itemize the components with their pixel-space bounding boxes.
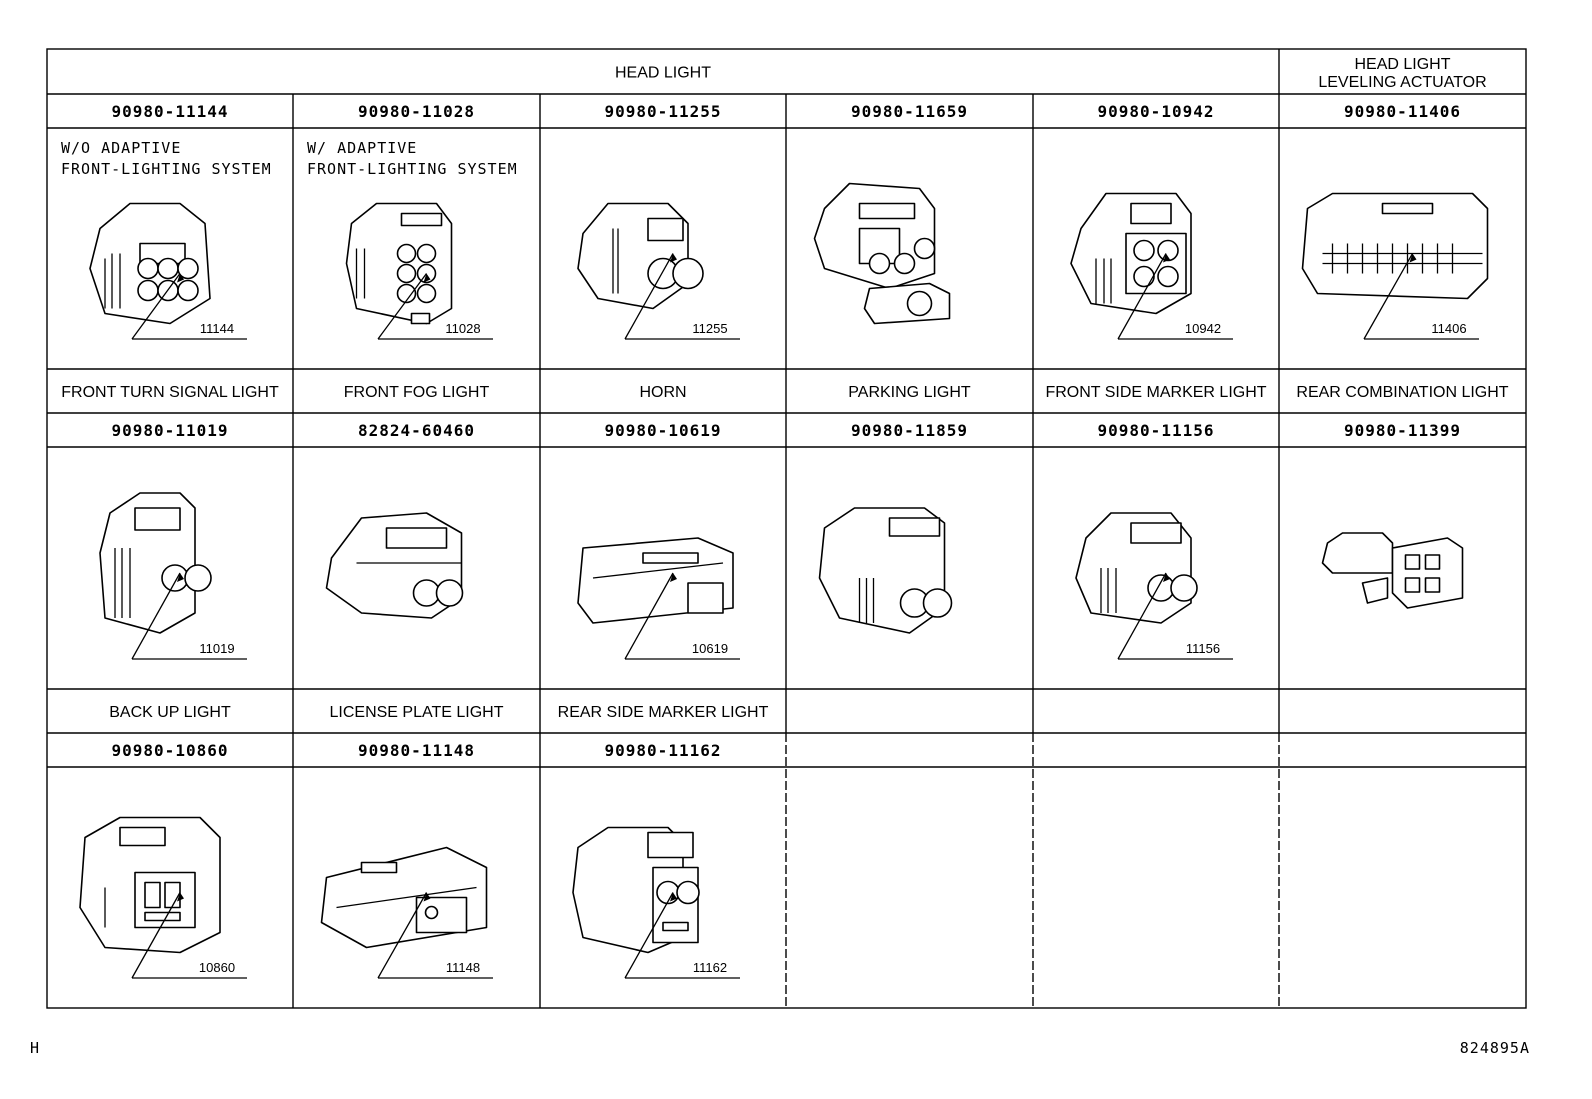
category-label: LICENSE PLATE LIGHT bbox=[329, 704, 504, 721]
application-note: W/ ADAPTIVE bbox=[307, 139, 418, 157]
application-note: FRONT-LIGHTING SYSTEM bbox=[307, 160, 518, 178]
category-label: FRONT TURN SIGNAL LIGHT bbox=[61, 384, 279, 401]
connector-2pin-parking-icon bbox=[820, 508, 952, 633]
connector-2pin-housing-icon bbox=[100, 493, 211, 633]
application-note: FRONT-LIGHTING SYSTEM bbox=[61, 160, 272, 178]
category-label: HEAD LIGHT bbox=[1354, 56, 1451, 73]
category-label: PARKING LIGHT bbox=[848, 384, 971, 401]
category-label: REAR SIDE MARKER LIGHT bbox=[557, 704, 769, 721]
category-label: FRONT SIDE MARKER LIGHT bbox=[1045, 384, 1267, 401]
part-number: 90980-11859 bbox=[851, 421, 968, 440]
callout-code: 11019 bbox=[199, 641, 235, 656]
category-label: HEAD LIGHT bbox=[614, 64, 712, 82]
callout-code: 11144 bbox=[199, 321, 235, 336]
connector-2pin-fog-icon bbox=[327, 513, 463, 618]
category-label: BACK UP LIGHT bbox=[109, 704, 231, 721]
table-grid bbox=[47, 49, 1526, 1008]
category-label: FRONT FOG LIGHT bbox=[343, 384, 490, 401]
callout-code: 11162 bbox=[692, 960, 728, 975]
part-number: 90980-10942 bbox=[1097, 102, 1215, 121]
connector-2pin-marker-icon bbox=[1076, 513, 1197, 623]
connector-2pin-backup-icon bbox=[80, 818, 220, 953]
part-number: 90980-11162 bbox=[604, 741, 722, 760]
part-number: 90980-11144 bbox=[111, 102, 229, 121]
part-number: 90980-11406 bbox=[1344, 102, 1461, 121]
callout-code: 10860 bbox=[198, 960, 236, 975]
connector-6pin-housing-icon bbox=[90, 204, 210, 324]
category-label: REAR COMBINATION LIGHT bbox=[1296, 384, 1509, 401]
callout-code: 11156 bbox=[1185, 641, 1221, 656]
connector-flat-horn-icon bbox=[578, 538, 733, 623]
part-number: 90980-11255 bbox=[604, 102, 722, 121]
category-label: HORN bbox=[639, 384, 687, 401]
part-number: 90980-11659 bbox=[851, 102, 968, 121]
connector-6pin-latched-icon bbox=[347, 204, 452, 324]
callout-code: 10942 bbox=[1184, 321, 1222, 336]
connector-2pin-round-icon bbox=[578, 204, 703, 309]
application-note: W/O ADAPTIVE bbox=[61, 139, 182, 157]
connector-multipin-block-icon bbox=[1303, 194, 1488, 299]
connector-4pin-square-icon bbox=[1071, 194, 1191, 314]
part-number: 82824-60460 bbox=[358, 421, 475, 440]
callout-code: 11255 bbox=[692, 321, 728, 336]
footer-code-left: H bbox=[30, 1039, 41, 1057]
drawing-id: 824895A bbox=[1459, 1039, 1530, 1057]
part-number: 90980-10619 bbox=[604, 421, 722, 440]
callout-code: 11406 bbox=[1431, 321, 1467, 336]
part-number: 90980-11156 bbox=[1097, 421, 1215, 440]
part-number: 90980-11399 bbox=[1344, 421, 1461, 440]
part-number: 90980-11019 bbox=[111, 421, 229, 440]
callout-code: 11028 bbox=[445, 321, 481, 336]
callout-code: 11148 bbox=[445, 960, 481, 975]
part-number: 90980-11028 bbox=[358, 102, 475, 121]
part-number: 90980-10860 bbox=[111, 741, 229, 760]
callout-code: 10619 bbox=[691, 641, 729, 656]
connector-3pin-clip-icon bbox=[815, 184, 950, 324]
connector-4pin-rear-icon bbox=[1323, 533, 1463, 608]
part-number: 90980-11148 bbox=[358, 741, 475, 760]
connector-2pin-rear-marker-icon bbox=[573, 828, 699, 953]
category-label-line2: LEVELING ACTUATOR bbox=[1318, 74, 1487, 91]
